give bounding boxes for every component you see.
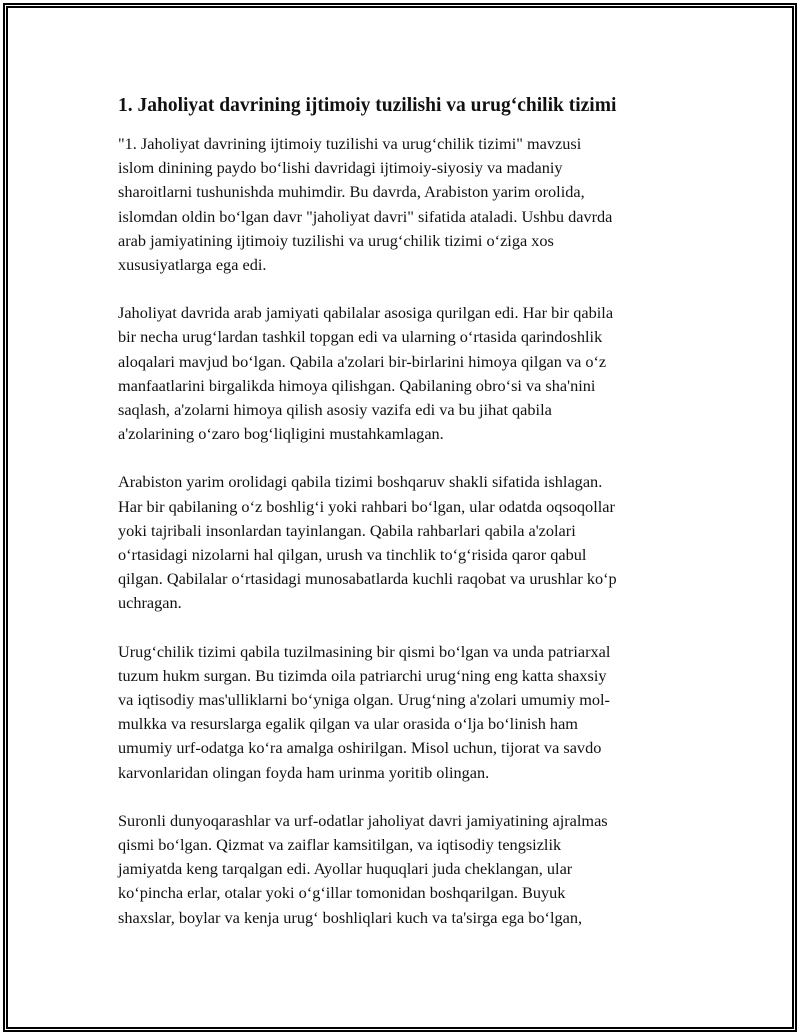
paragraph-tribal-structure: Jaholiyat davrida arab jamiyati qabilalar asosiga qurilgan edi. Har bir qabila bir necha urug‘lardan tashkil topgan edi va ularning o‘rtasida qarindoshlik aloqalari mavjud bo‘lgan. Qabila a'zolari bir-birlarini himoya qilgan va o‘z manfaatlarini birgalikda himoya qilishgan. Qabilaning obro‘si va sha'nini saqlash, a'zolarni himoya qilish asosiy vazifa edi va bu jihat qabila a'zolarining o‘zaro bog‘liqligini mustahkamlagan. xyxy=(118,303,614,444)
paragraph-tribal-governance: Arabiston yarim orolidagi qabila tizimi boshqaruv shakli sifatida ishlagan. Har bir qabilaning o‘z boshlig‘i yoki rahbari bo‘lgan, ular odatda oqsoqollar yoki tajribali insonlardan tayinlangan. Qabila rahbarlari qabila a'zolari o‘rtasidagi nizolarni hal qilgan, urush va tinchlik to‘g‘risida qaror qabul qilgan. Qabilalar o‘rtasidagi munosabatlarda kuchli raqobat va urushlar ko‘p uchragan. xyxy=(118,472,617,613)
document-body xyxy=(118,92,688,954)
paragraph-clan-system: Urug‘chilik tizimi qabila tuzilmasining bir qismi bo‘lgan va unda patriarxal tuzum hukm surgan. Bu tizimda oila patriarchi urug‘ning eng katta shaxsiy va iqtisodiy mas'ulliklarni bo‘yniga olgan. Urug‘ning a'zolari umumiy mol- mulkka va resurslarga egalik qilgan va ular orasida o‘lja bo‘linish ham umumiy urf-odatga ko‘ra amalga oshirilgan. Misol uchun, tijorat va savdo karvonlaridan olingan foyda ham urinma yoritib olingan. xyxy=(118,641,611,782)
paragraph-customs: Suronli dunyoqarashlar va urf-odatlar jaholiyat davri jamiyatining ajralmas qismi bo‘lgan. Qizmat va zaiflar kamsitilgan, va iqtisodiy tengsizlik jamiyatda keng tarqalgan edi. Ayollar huquqlari juda cheklangan, ular ko‘pincha erlar, otalar yoki o‘g‘illar tomonidan boshqarilgan. Buyuk shaxslar, boylar va kenja urug‘ boshliqlari kuch va ta'sirga ega bo‘lgan, xyxy=(118,810,608,927)
paragraph-intro: "1. Jaholiyat davrining ijtimoiy tuzilishi va urug‘chilik tizimi" mavzusi islom dinining paydo bo‘lishi davridagi ijtimoiy-siyosiy va madaniy sharoitlarni tushunishda muhimdir. Bu davrda, Arabiston yarim orolida, islomdan oldin bo‘lgan davr "jaholiyat davri" sifatida ataladi. Ushbu davrda arab jamiyatining ijtimoiy tuzilishi va urug‘chilik tizimi o‘ziga xos xususiyatlarga ega edi. xyxy=(118,134,613,275)
section-heading: 1. Jaholiyat davrining ijtimoiy tuzilishi va urug‘chilik tizimi xyxy=(118,95,617,116)
